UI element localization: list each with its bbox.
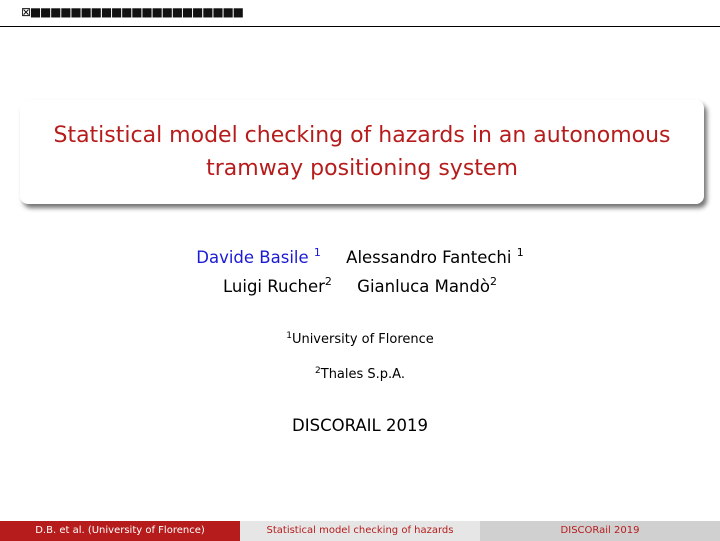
title-block: [20, 100, 704, 204]
top-navigation-bar: [0, 0, 720, 27]
title-line-2: tramway positioning system: [206, 156, 518, 181]
authors-row-2: [0, 275, 720, 296]
author-davide-basile: Davide Basile $^1$: [196, 246, 321, 267]
footer-title: Statistical model checking of hazards: [240, 521, 480, 541]
author-luigi-rucher: Luigi Rucher$^2$: [223, 275, 332, 296]
event-name: DISCORAIL 2019: [292, 416, 428, 435]
footer-event: DISCORail 2019: [480, 521, 720, 541]
affiliation-1: $^1$University of Florence: [286, 331, 434, 347]
footer-authors: D.B. et al. (University of Florence): [0, 521, 240, 541]
footer-bar: [0, 521, 720, 541]
author-gianluca-mando: Gianluca Mandò$^2$: [357, 275, 497, 296]
slide-navigation-icons[interactable]: ⊠■■■■■■■■■■■■■■■■■■■■■: [21, 5, 243, 19]
title-line-1: Statistical model checking of hazards in an autonomous: [53, 123, 671, 148]
authors-row-1: [0, 246, 720, 267]
author-alessandro-fantechi: Alessandro Fantechi $^1$: [346, 246, 524, 267]
affiliation-2: $^2$Thales S.p.A.: [315, 366, 405, 382]
